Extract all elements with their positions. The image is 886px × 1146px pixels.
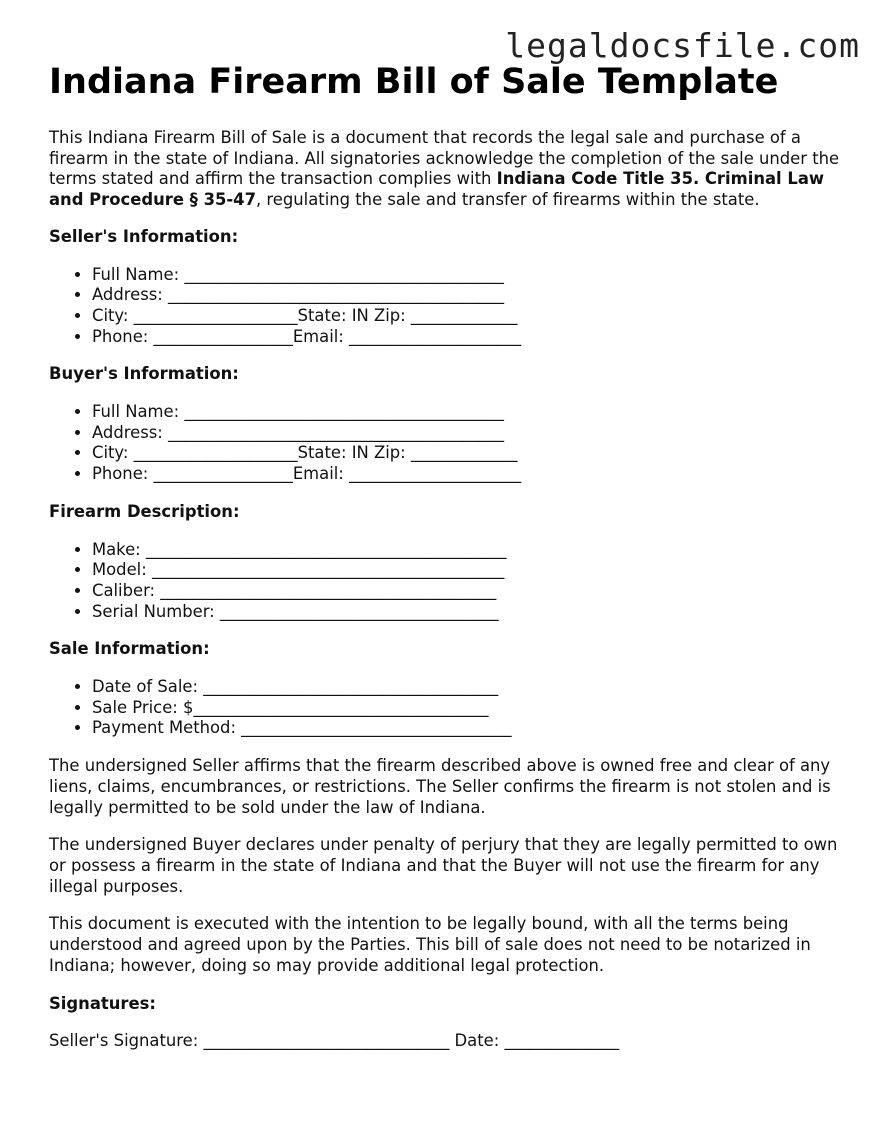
buyer-address-field[interactable]: • Address: _________________________________________ [92, 423, 849, 444]
sale-date-field[interactable]: • Date of Sale: ____________________________________ [92, 677, 849, 698]
firearm-fields [49, 540, 849, 623]
seller-fields [49, 265, 849, 348]
sale-payment-method-field[interactable]: • Payment Method: _________________________________ [92, 718, 849, 739]
seller-full-name-field[interactable]: • Full Name: _______________________________________ [92, 265, 849, 286]
firearm-caliber-field[interactable]: • Caliber: _________________________________________ [92, 581, 849, 602]
seller-phone-email-field[interactable]: • Phone: _________________Email: _____________________ [92, 327, 849, 348]
seller-heading: Seller's Information: [49, 226, 239, 246]
buyer-heading: Buyer's Information: [49, 364, 239, 384]
buyer-city-state-zip-field[interactable]: • City: ____________________State: IN Zip: _____________ [92, 443, 849, 464]
firearm-make-field[interactable]: • Make: ____________________________________________ [92, 540, 849, 561]
seller-city-state-zip-field[interactable]: • City: ____________________State: IN Zip: _____________ [92, 306, 849, 327]
firearm-model-field[interactable]: • Model: ___________________________________________ [92, 560, 849, 581]
document-body [49, 128, 849, 1069]
document-title: Indiana Firearm Bill of Sale Template [49, 62, 779, 102]
watermark: legaldocsfile.com [505, 26, 860, 65]
buyer-fields [49, 402, 849, 485]
buyer-phone-email-field[interactable]: • Phone: _________________Email: _____________________ [92, 464, 849, 485]
signatures-heading: Signatures: [49, 993, 156, 1013]
buyer-declaration-paragraph: The undersigned Buyer declares under penalty of perjury that they are legally permitted to own or possess a firearm in the state of Indiana and that the Buyer will not use the firearm for any illegal purposes. [49, 835, 838, 896]
sale-price-field[interactable]: • Sale Price: $____________________________________ [92, 698, 849, 719]
intro-text-before: This Indiana Firearm Bill of Sale is a document that records the legal sale and purchase of a firearm in the state of Indiana. All signatories acknowledge the completion of the sale under the terms stated and affirm the transaction complies with [49, 128, 840, 189]
firearm-serial-number-field[interactable]: • Serial Number: __________________________________ [92, 602, 849, 623]
intro-text-after: , regulating the sale and transfer of firearms within the state. [256, 190, 760, 210]
seller-signature-line[interactable]: Seller's Signature: ______________________________ Date: ______________ [49, 1031, 620, 1051]
seller-affirmation-paragraph: The undersigned Seller affirms that the firearm described above is owned free and clear of any liens, claims, encumbrances, or restrictions. The Seller confirms the firearm is not stolen and is legally permitted to be sold under the law of Indiana. [49, 756, 831, 817]
buyer-full-name-field[interactable]: • Full Name: _______________________________________ [92, 402, 849, 423]
seller-address-field[interactable]: • Address: _________________________________________ [92, 285, 849, 306]
sale-fields [49, 677, 849, 739]
intro-law-reference: Indiana Code Title 35. Criminal Law and Procedure § 35-47 [49, 169, 825, 210]
sale-heading: Sale Information: [49, 639, 210, 659]
firearm-heading: Firearm Description: [49, 501, 240, 521]
execution-paragraph: This document is executed with the intention to be legally bound, with all the terms being understood and agreed upon by the Parties. This bill of sale does not need to be notarized in Indiana; however, doing so may provide additional legal protection. [49, 914, 811, 975]
intro-paragraph [49, 128, 849, 211]
